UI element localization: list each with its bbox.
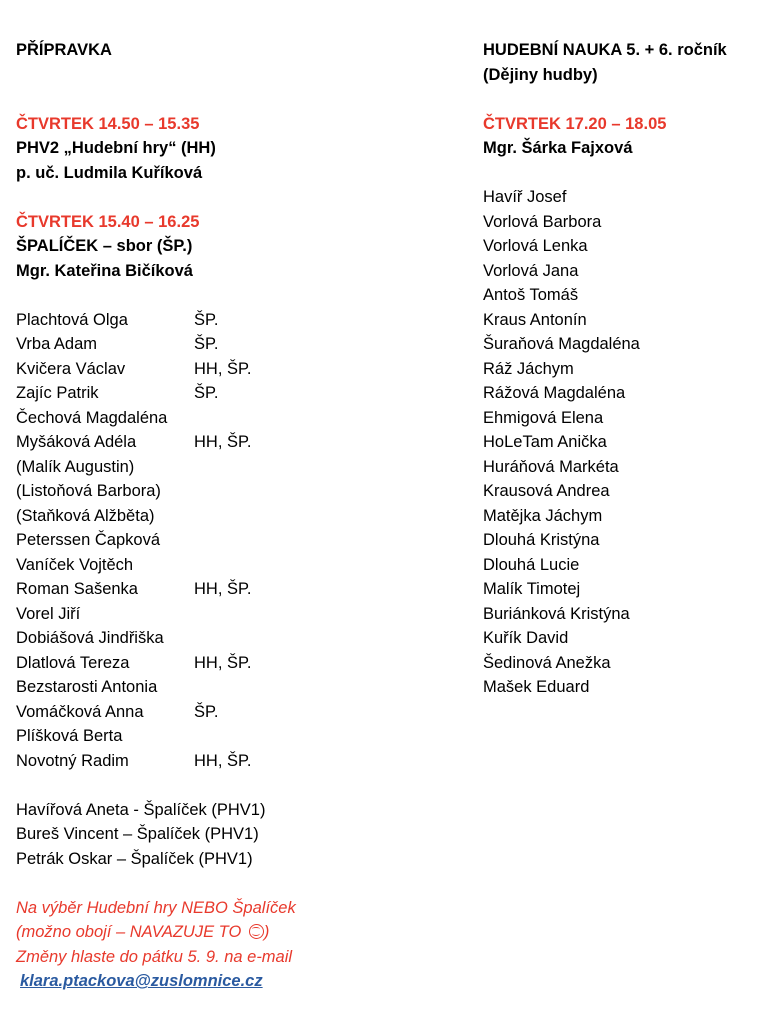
smiley-icon [249, 924, 264, 939]
student-name: Vorel Jiří [16, 604, 81, 623]
email-link[interactable]: klara.ptackova@zuslomnice.cz [20, 972, 263, 990]
student-name: Dobiášová Jindřiška [16, 629, 164, 647]
schedule-time: ČTVRTEK 14.50 – 15.35 [16, 114, 200, 133]
student-name: (Malík Augustin) [16, 457, 135, 476]
course-title: PHV2 „Hudební hry“ (HH) [16, 139, 216, 157]
student-name: Kuřík David [483, 629, 569, 647]
student-list [483, 185, 763, 700]
student-name: HoLeTam Anička [483, 433, 607, 451]
student-course-tag: HH, ŠP. [194, 751, 252, 770]
student-name: Ehmigová Elena [483, 408, 604, 427]
note-line: Na výběr Hudební hry NEBO Špalíček [16, 898, 296, 917]
student-row [16, 455, 456, 480]
student-row [16, 332, 456, 357]
student-course-tag: HH, ŠP. [194, 580, 252, 598]
student-name: Dlouhá Lucie [483, 555, 580, 574]
student-course-tag: HH, ŠP. [194, 653, 252, 672]
student-name: Šuraňová Magdaléna [483, 335, 640, 353]
student-row [16, 749, 456, 774]
student-name: Vaníček Vojtěch [16, 555, 134, 574]
left-column [16, 38, 456, 994]
student-name: Vomáčková Anna [16, 702, 144, 721]
student-name: Čechová Magdaléna [16, 408, 168, 427]
student-name: Novotný Radim [16, 751, 129, 770]
student-name: Vorlová Jana [483, 261, 579, 280]
student-name: Vorlová Lenka [483, 237, 588, 255]
student-row [16, 700, 456, 725]
student-name: Kraus Antonín [483, 310, 587, 329]
teacher-name: Mgr. Kateřina Bičíková [16, 261, 193, 280]
student-row [16, 626, 456, 651]
teacher-name: Mgr. Šárka Fajxová [483, 139, 633, 157]
student-row [16, 724, 456, 749]
student-course-tag: HH, ŠP. [194, 433, 252, 451]
student-course-tag: ŠP. [194, 384, 219, 402]
extra-student: Petrák Oskar – Špalíček (PHV1) [16, 849, 253, 868]
student-name: Kvičera Václav [16, 359, 126, 378]
schedule-time: ČTVRTEK 15.40 – 16.25 [16, 212, 200, 231]
student-name: Peterssen Čapková [16, 531, 160, 549]
student-row [16, 528, 456, 553]
student-course-tag: HH, ŠP. [194, 359, 252, 378]
student-name: Buriánková Kristýna [483, 604, 630, 623]
student-course-tag: ŠP. [194, 335, 219, 353]
extra-student-list [16, 798, 456, 872]
student-row [16, 504, 456, 529]
student-name: Plíšková Berta [16, 727, 123, 745]
student-list [16, 308, 456, 774]
student-name: Huráňová Markéta [483, 457, 619, 476]
schedule-time: ČTVRTEK 17.20 – 18.05 [483, 114, 667, 133]
student-name: Zajíc Patrik [16, 384, 99, 402]
student-name: Havíř Josef [483, 188, 567, 206]
student-name: Bezstarosti Antonia [16, 678, 158, 696]
student-row [16, 553, 456, 578]
student-name: Rážová Magdaléna [483, 384, 626, 402]
student-name: Roman Sašenka [16, 580, 138, 598]
student-name: Matějka Jáchym [483, 506, 603, 525]
student-row [16, 602, 456, 627]
student-row [16, 406, 456, 431]
student-row [16, 479, 456, 504]
student-name: Dlouhá Kristýna [483, 531, 600, 549]
student-name: Dlatlová Tereza [16, 653, 130, 672]
extra-student: Havířová Aneta - Špalíček (PHV1) [16, 800, 266, 819]
student-name: Mašek Eduard [483, 678, 590, 696]
right-column [483, 38, 763, 700]
section-subheading: (Dějiny hudby) [483, 65, 598, 84]
teacher-name: p. uč. Ludmila Kuříková [16, 163, 203, 182]
student-row [16, 308, 456, 333]
student-course-tag: ŠP. [194, 310, 219, 329]
student-name: Krausová Andrea [483, 482, 610, 500]
student-name: Malík Timotej [483, 580, 581, 598]
student-name: Myšáková Adéla [16, 433, 137, 451]
student-name: Plachtová Olga [16, 310, 128, 329]
note-line: (možno obojí – NAVAZUJE TO ) [16, 923, 270, 941]
student-row [16, 651, 456, 676]
student-name: (Staňková Alžběta) [16, 506, 155, 525]
student-name: Ráž Jáchym [483, 359, 574, 378]
section-heading: HUDEBNÍ NAUKA 5. + 6. ročník [483, 41, 727, 59]
extra-student: Bureš Vincent – Špalíček (PHV1) [16, 825, 259, 843]
student-row [16, 357, 456, 382]
student-name: Vrba Adam [16, 335, 98, 353]
note-line: Změny hlaste do pátku 5. 9. na e-mail [16, 947, 293, 966]
student-course-tag: ŠP. [194, 702, 219, 721]
student-row [16, 577, 456, 602]
student-row [16, 381, 456, 406]
student-name: (Listoňová Barbora) [16, 482, 161, 500]
section-heading: PŘÍPRAVKA [16, 41, 112, 59]
student-row [16, 675, 456, 700]
course-title: ŠPALÍČEK – sbor (ŠP.) [16, 237, 193, 255]
student-name: Šedinová Anežka [483, 653, 611, 672]
student-row [16, 430, 456, 455]
student-name: Vorlová Barbora [483, 212, 602, 231]
student-name: Antoš Tomáš [483, 286, 579, 304]
